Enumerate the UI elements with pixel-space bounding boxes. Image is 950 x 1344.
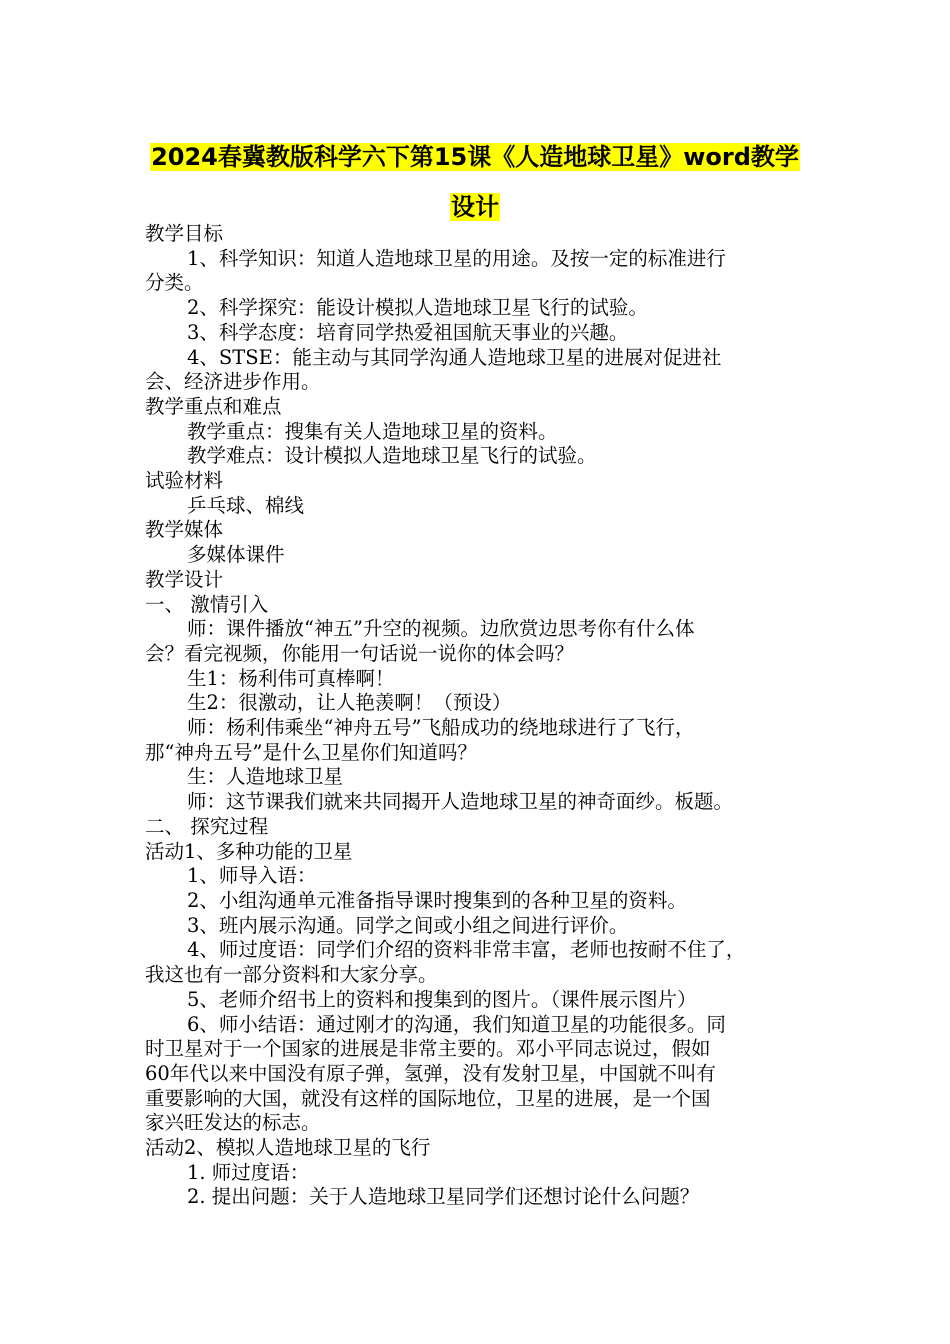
text-line: 60年代以来中国没有原子弹，氢弹，没有发射卫星，中国就不叫有 [145,1061,716,1085]
text-line: 乒乓球、棉线 [187,493,305,517]
text-line: 2、小组沟通单元准备指导课时搜集到的各种卫星的资料。 [187,888,687,912]
text-line: 时卫星对于一个国家的进展是非常主要的。邓小平同志说过，假如 [145,1037,711,1061]
text-line: 4、STSE：能主动与其同学沟通人造地球卫星的进展对促进社 [187,345,722,369]
text-line: 教学媒体 [145,518,224,542]
text-line: 生2：很激动，让人艳羡啊！（预设） [187,691,512,715]
text-line: 师：杨利伟乘坐“神舟五号”飞船成功的绕地球进行了飞行， [187,716,695,740]
document-title [0,132,950,232]
text-line: 会、经济进步作用。 [145,370,321,394]
text-line: 一、 激情引入 [145,592,269,616]
text-line: 师：这节课我们就来共同揭开人造地球卫星的神奇面纱。板题。 [187,790,734,814]
text-line: 重要影响的大国，就没有这样的国际地位，卫星的进展，是一个国 [145,1086,711,1110]
text-line: 1、科学知识：知道人造地球卫星的用途。及按一定的标准进行 [187,246,726,270]
text-line: 多媒体课件 [187,543,285,567]
text-line: 我这也有一部分资料和大家分享。 [145,963,438,987]
title-line-1: 2024春冀教版科学六下第15课《人造地球卫星》word教学 [151,143,799,171]
text-line: 活动2、模拟人造地球卫星的飞行 [145,1136,431,1160]
text-line: 1. 师过度语： [187,1160,310,1184]
text-line: 分类。 [145,271,204,295]
text-line: 2、科学探究：能设计模拟人造地球卫星飞行的试验。 [187,296,648,320]
text-line: 活动1、多种功能的卫星 [145,839,353,863]
text-line: 3、班内展示沟通。同学之间或小组之间进行评价。 [187,913,629,937]
text-line: 6、师小结语：通过刚才的沟通，我们知道卫星的功能很多。同 [187,1012,726,1036]
text-line: 5、老师介绍书上的资料和搜集到的图片。（课件展示图片） [187,987,697,1011]
text-line: 教学目标 [145,222,224,245]
text-line: 4、师过度语：同学们介绍的资料非常丰富，老师也按耐不住了， [187,938,746,962]
text-line: 教学重点：搜集有关人造地球卫星的资料。 [187,419,558,443]
text-line: 试验材料 [145,469,224,493]
text-line: 1、师导入语： [187,864,317,888]
title-line-2: 设计 [451,193,499,221]
text-line: 教学设计 [145,567,224,591]
text-line: 生：人造地球卫星 [187,765,344,789]
text-line: 师：课件播放“神五”升空的视频。边欣赏边思考你有什么体 [187,617,695,641]
text-line: 教学重点和难点 [145,394,282,418]
document-body [145,222,813,1210]
text-line: 会？看完视频，你能用一句话说一说你的体会吗？ [145,641,575,665]
text-line: 二、 探究过程 [145,814,269,838]
text-line: 3、科学态度：培育同学热爱祖国航天事业的兴趣。 [187,320,629,344]
text-line: 那“神舟五号”是什么卫星你们知道吗？ [145,740,477,764]
text-line: 教学难点：设计模拟人造地球卫星飞行的试验。 [187,444,597,468]
text-line: 2. 提出问题：关于人造地球卫星同学们还想讨论什么问题？ [187,1185,700,1209]
text-line: 家兴旺发达的标志。 [145,1111,321,1135]
text-line: 生1：杨利伟可真棒啊！ [187,666,395,690]
